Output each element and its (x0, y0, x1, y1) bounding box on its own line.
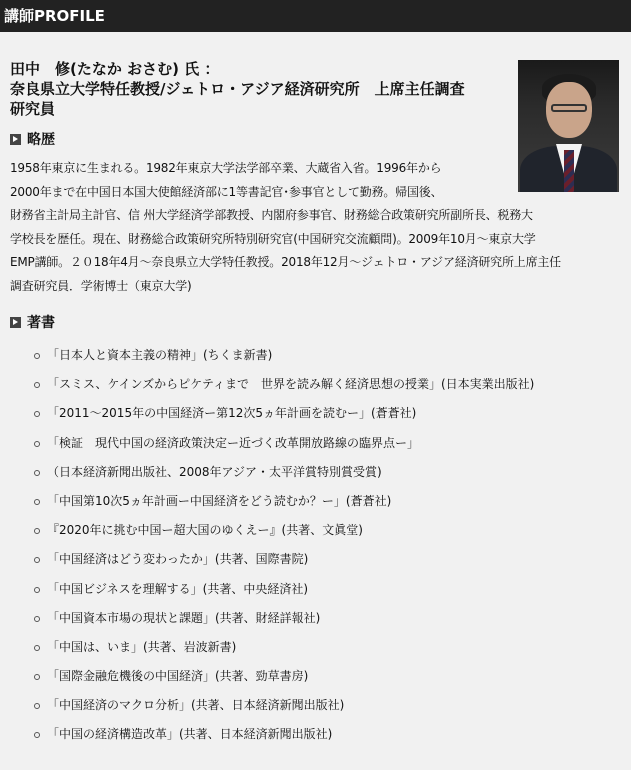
page-header (0, 0, 631, 32)
book-item: 「2011〜2015年の中国経済ー第12次5ヵ年計画を読むー」(蒼蒼社) (34, 399, 621, 428)
bio-line: 財務省主計局主計官、信 州大学経済学部教授、内閣府参事官、財務総合政策研究所副所長、税務大 (10, 208, 533, 222)
book-item: 「中国経済のマクロ分析」(共著、日本経済新聞出版社) (34, 691, 621, 720)
speaker-title-line-2: 研究員 (10, 100, 56, 118)
header-title: 講師PROFILE (4, 7, 105, 25)
profile-content (0, 32, 631, 750)
bio-line: 学校長を歴任。現在、財務総合政策研究所特別研究官(中国研究交流顧問)。2009年10月〜東京大学 (10, 231, 536, 246)
book-item: 「中国資本市場の現状と課題」(共著、財経詳報社) (34, 604, 621, 633)
speaker-name-block (10, 32, 510, 119)
book-item: 「検証 現代中国の経済政策決定ー近づく改革開放路線の臨界点ー」 (34, 429, 621, 458)
book-item: 『2020年に挑む中国ー超大国のゆくえー』(共著、文眞堂) (34, 516, 621, 545)
speaker-name: 田中 修(たなか おさむ) 氏 ： (10, 60, 220, 78)
books-heading-label: 著書 (27, 315, 55, 331)
book-item: 「中国ビジネスを理解する」(共著、中央経済社) (34, 575, 621, 604)
section-arrow-icon (10, 317, 21, 328)
books-heading (10, 312, 621, 332)
bio-line: 1958年東京に生まれる。1982年東京大学法学部卒業、大蔵省入省。1996年から (10, 161, 442, 175)
speaker-title-line-1: 奈良県立大学特任教授/ジェトロ・アジア経済研究所 上席主任調査 (10, 80, 465, 98)
speaker-photo (518, 60, 619, 192)
book-item: （日本経済新聞出版社、2008年アジア・太平洋賞特別賞受賞) (34, 458, 621, 487)
section-arrow-icon (10, 134, 21, 145)
book-item: 「中国経済はどう変わったか」(共著、国際書院) (34, 545, 621, 574)
book-item: 「中国は、いま」(共著、岩波新書) (34, 633, 621, 662)
bio-line: 調査研究員．学術博士（東京大学) (10, 278, 192, 293)
book-item: 「中国の経済構造改革」(共著、日本経済新聞出版社) (34, 720, 621, 749)
book-item: 「中国第10次5ヵ年計画ー中国経済をどう読むか？ー」(蒼蒼社) (34, 487, 621, 516)
bio-heading-label: 略歴 (27, 132, 55, 148)
book-item: 「国際金融危機後の中国経済」(共著、勁草書房) (34, 662, 621, 691)
bio-line: 2000年まで在中国日本国大使館経済部に1等書記官･参事官として勤務。帰国後、 (10, 184, 443, 199)
bio-line: EMP講師。２０18年4月〜奈良県立大学特任教授。2018年12月〜ジェトロ・アジア経済研究所上席主任 (10, 255, 561, 269)
book-item: 「日本人と資本主義の精神」(ちくま新書) (34, 341, 621, 370)
books-list (10, 341, 621, 750)
book-item: 「スミス、ケインズからピケティまで 世界を読み解く経済思想の授業」(日本実業出版社) (34, 370, 621, 399)
